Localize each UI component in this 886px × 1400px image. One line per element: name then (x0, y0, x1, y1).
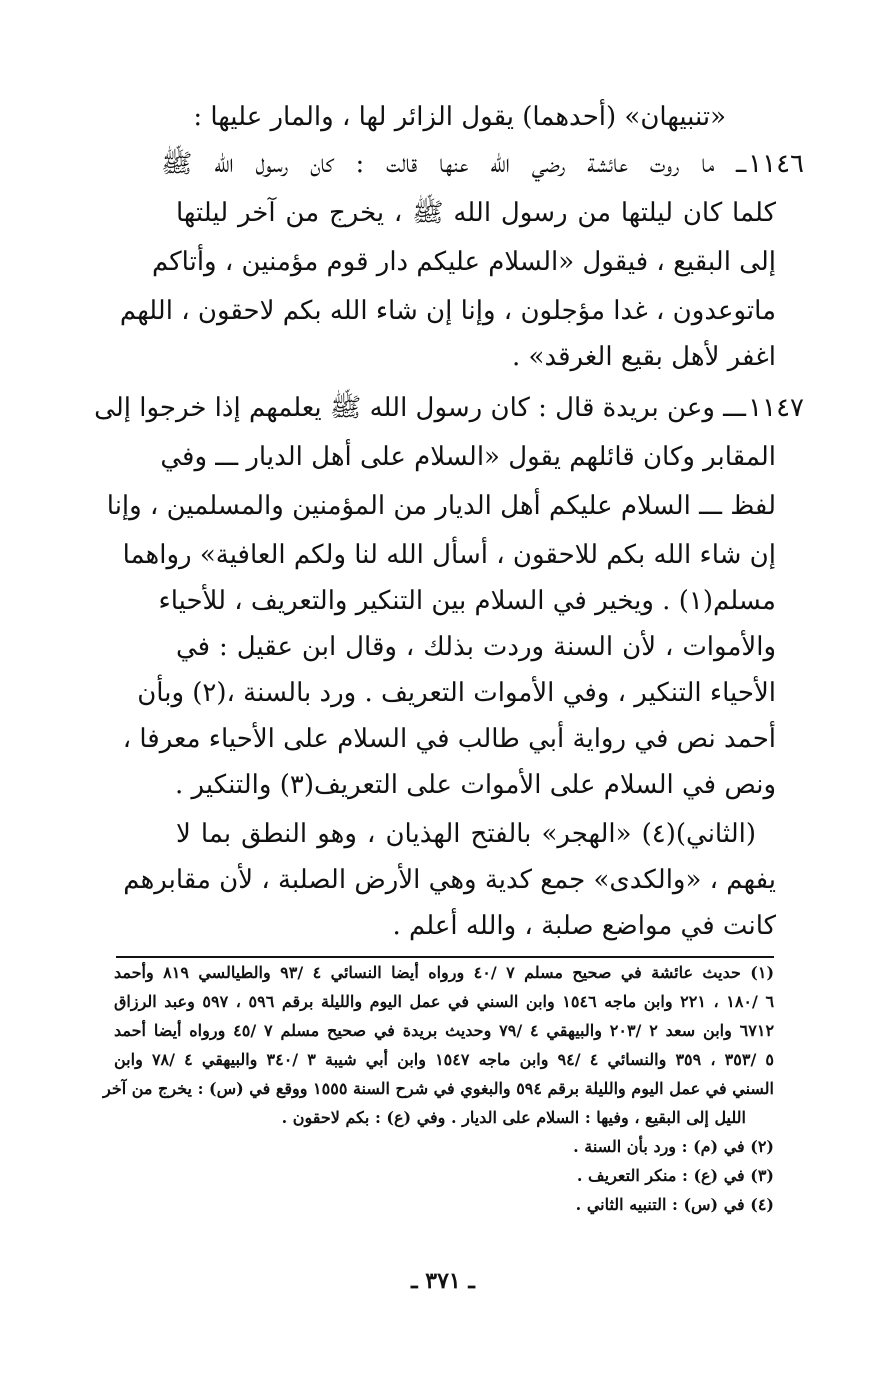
second-note-line-2: يفهم ، «والكدى» جمع كدية وهي الأرض الصلبة ، لأن مقابرهم (123, 865, 776, 895)
footnote-separator (116, 956, 774, 958)
second-note-line-3: كانت في مواضع صلبة ، والله أعلم . (392, 911, 776, 941)
footnote-1-line-2: ٦ /١٨٠ ، ٢٢١ وابن ماجه ١٥٤٦ وابن السني في عمل اليوم والليلة برقم ٥٩٦ ، ٥٩٧ وعبد الرزاق (114, 992, 775, 1011)
hadith-1147-line-7: الأحياء التنكير ، وفي الأموات التعريف . ورد بالسنة ،(٢) وبأن (137, 678, 776, 708)
footnote-4: (٤) في (س) : التنبيه الثاني . (575, 1195, 774, 1214)
page-number: ـ ٣٧١ ـ (411, 1268, 475, 1294)
hadith-1147-line-1: ـــ وعن بريدة قال : كان رسول الله ﷺ يعلمهم إذا خرجوا إلى (94, 393, 746, 423)
hadith-number-1147: ١١٤٧ (748, 393, 804, 423)
hadith-1146-line-4: ماتوعدون ، غدا مؤجلون ، وإنا إن شاء الله بكم لاحقون ، اللهم (119, 296, 776, 326)
footnote-1-line-6: الليل إلى البقيع ، وفيها : السلام على الديار . وفي (ع) : بكم لاحقون . (281, 1108, 746, 1127)
hadith-1147-line-6: والأموات ، لأن السنة وردت بذلك ، وقال ابن عقيل : في (176, 632, 776, 662)
hadith-1146-line-3: إلى البقيع ، فيقول «السلام عليكم دار قوم مؤمنين ، وأتاكم (151, 247, 776, 277)
hadith-1146-line-2: كلما كان ليلتها من رسول الله ﷺ ، يخرج من آخر ليلتها (176, 198, 776, 228)
hadith-1146-line-5: اغفر لأهل بقيع الغرقد» . (512, 342, 776, 372)
hadith-1147-line-9: ونص في السلام على الأموات على التعريف(٣) والتنكير . (174, 770, 776, 800)
hadith-1147-line-8: أحمد نص في رواية أبي طالب في السلام على الأحياء معرفا ، (122, 724, 776, 754)
footnote-1-line-3: ٦٧١٢ وابن سعد ٢ /٢٠٣ والبيهقي ٤ /٧٩ وحديث بريدة في صحيح مسلم ٧ /٤٥ ورواه أيضا أحمد (114, 1021, 775, 1040)
footnote-1-line-5: السني في عمل اليوم والليلة برقم ٥٩٤ والبغوي في شرح السنة ١٥٥٥ ووقع في (س) : يخرج من آخر (103, 1079, 774, 1098)
footnote-1-line-1: (١) حديث عائشة في صحيح مسلم ٧ /٤٠ ورواه أيضا النسائي ٤ /٩٣ والطيالسي ٨١٩ وأحمد (114, 963, 775, 982)
hadith-1146-line-1: ـــ ما روت عائشة رضي الله عنها قالت : كان رسول الله ﷺ (161, 149, 746, 179)
intro-line: «تنبيهان» (أحدهما) يقول الزائر لها ، والمار عليها : (193, 102, 726, 132)
hadith-1147-line-4: إن شاء الله بكم للاحقون ، أسأل الله لنا ولكم العافية» رواهما (122, 540, 776, 570)
hadith-1147-line-3: لفظ ـــ السلام عليكم أهل الديار من المؤمنين والمسلمين ، وإنا (106, 491, 776, 521)
footnote-1-line-4: ٥ /٣٥٣ ، ٣٥٩ والنسائي ٤ /٩٤ وابن ماجه ١٥٤٧ وابن أبي شيبة ٣ /٣٤٠ والبيهقي ٤ /٧٨ وابن (114, 1050, 775, 1069)
hadith-1147-line-5: مسلم(١) . ويخير في السلام بين التنكير والتعريف ، للأحياء (158, 586, 776, 616)
footnote-2: (٢) في (م) : ورد بأن السنة . (573, 1137, 774, 1156)
footnote-3: (٣) في (ع) : منكر التعريف . (576, 1166, 774, 1185)
hadith-number-1146: ١١٤٦ (748, 149, 804, 179)
hadith-1147-line-2: المقابر وكان قائلهم يقول «السلام على أهل الديار ـــ وفي (160, 442, 776, 472)
second-note-line-1: (الثاني)(٤) «الهجر» بالفتح الهذيان ، وهو النطق بما لا (176, 819, 756, 849)
